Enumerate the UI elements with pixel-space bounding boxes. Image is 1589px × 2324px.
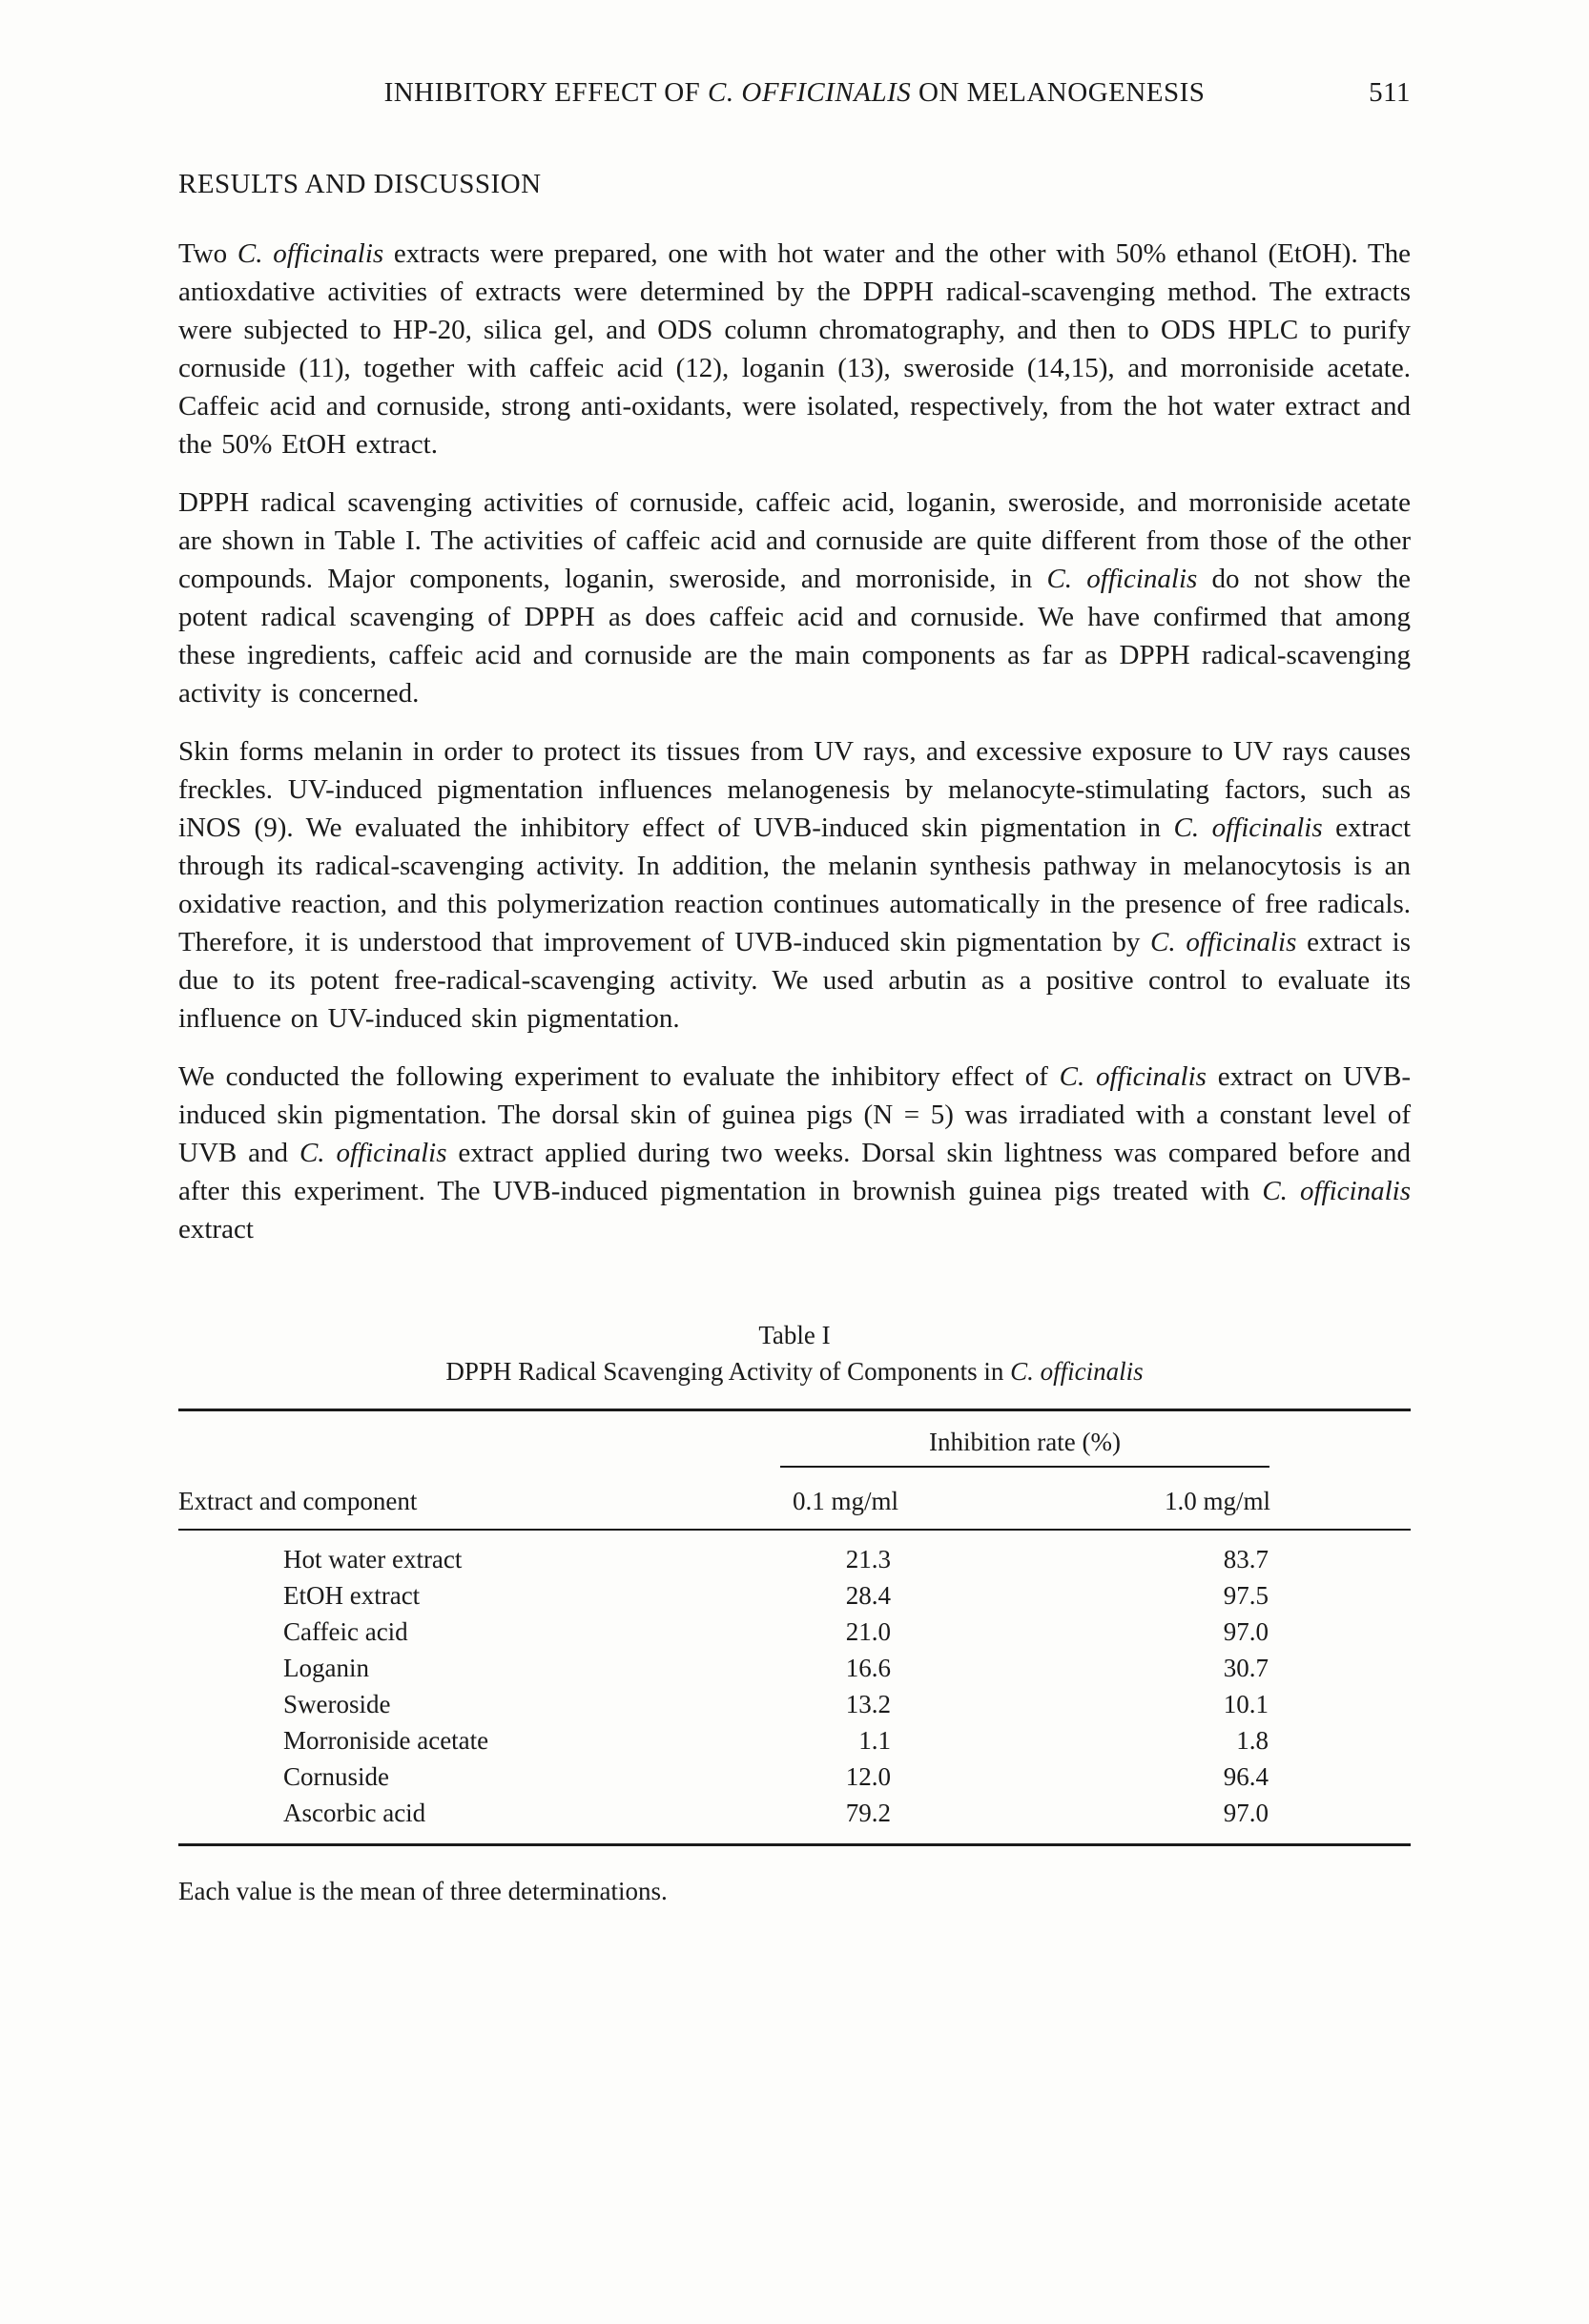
value-01mgml-cell: 21.0 (845, 1617, 891, 1646)
filler-cell (1270, 1577, 1411, 1614)
text-run: extract applied during two weeks. Dorsal skin lightness was compared before and after this experiment. The UVB-induced pigmentation in brownish guinea pigs treated with (178, 1138, 1411, 1206)
table-row (178, 1577, 1411, 1614)
filler-cell (1270, 1686, 1411, 1722)
value-01mgml-cell: 13.2 (845, 1690, 891, 1718)
text-run: DPPH radical scavenging activities of cornuside, caffeic acid, loganin, sweroside, and morroniside acetate are shown in Table I. The activities of caffeic acid and cornuside are quite different from those of the other compounds. Major components, loganin, sweroside, and morroniside, in (178, 487, 1411, 594)
table-row (178, 1722, 1411, 1758)
text-run: do not show the potent radical scavenging of DPPH as does caffeic acid and cornuside. We have confirmed that among these ingredients, caffeic acid and cornuside are the main components as far as DPPH radical-scavenging activity is concerned. (178, 564, 1412, 709)
column-header-10mgml: 1.0 mg/ml (898, 1469, 1270, 1530)
component-cell: Cornuside (283, 1762, 389, 1791)
italic-text: C. officinalis (1150, 927, 1297, 957)
italic-text: C. officinalis (237, 238, 384, 269)
value-10mgml-cell: 97.0 (1223, 1799, 1269, 1827)
paragraph-1 (178, 235, 1411, 463)
table-row (178, 1758, 1411, 1795)
value-01mgml-cell: 21.3 (845, 1545, 891, 1573)
italic-text: C. officinalis (1046, 564, 1198, 594)
text-run: extract (178, 1214, 254, 1244)
value-10mgml-cell: 96.4 (1223, 1762, 1269, 1791)
empty-cell (1270, 1469, 1411, 1530)
component-cell: Morroniside acetate (283, 1726, 489, 1755)
italic-text: C. officinalis (1262, 1176, 1411, 1206)
text-run: extract on UVB-induced skin pigmentation. The dorsal skin of guinea pigs (N = 5) was irradiated with a constant level of UVB and (178, 1061, 1411, 1168)
group-header-cell (655, 1410, 1270, 1470)
group-header-label: Inhibition rate (%) (780, 1427, 1269, 1468)
empty-cell (1270, 1410, 1411, 1470)
filler-cell (1270, 1758, 1411, 1795)
filler-cell (1270, 1722, 1411, 1758)
paragraph-2 (178, 483, 1411, 712)
running-head-title (384, 77, 1206, 108)
italic-text: C. officinalis (1173, 812, 1323, 843)
value-10mgml-cell: 97.0 (1223, 1617, 1269, 1646)
running-head (178, 74, 1411, 111)
column-header-01mgml: 0.1 mg/ml (655, 1469, 898, 1530)
table-body (178, 1530, 1411, 1845)
filler-cell (1270, 1530, 1411, 1577)
column-header-component: Extract and component (178, 1469, 655, 1530)
value-10mgml-cell: 10.1 (1223, 1690, 1269, 1718)
value-01mgml-cell: 1.1 (858, 1726, 891, 1755)
table-footnote: Each value is the mean of three determinations. (178, 1877, 668, 1905)
page-number: 511 (1369, 77, 1411, 108)
table-title: Table I (758, 1321, 831, 1349)
table-row (178, 1795, 1411, 1845)
component-cell: Caffeic acid (283, 1617, 408, 1646)
value-01mgml-cell: 79.2 (845, 1799, 891, 1827)
value-10mgml-cell: 1.8 (1236, 1726, 1269, 1755)
component-cell: Ascorbic acid (283, 1799, 426, 1827)
text-run: Two (178, 238, 237, 269)
text-run: We conducted the following experiment to evaluate the inhibitory effect of (178, 1061, 1060, 1092)
dpph-table (178, 1409, 1411, 1846)
text-run: ON MELANOGENESIS (911, 77, 1206, 108)
table-column-header-row (178, 1469, 1411, 1530)
filler-cell (1270, 1650, 1411, 1686)
value-01mgml-cell: 16.6 (845, 1654, 891, 1682)
filler-cell (1270, 1614, 1411, 1650)
section-heading: RESULTS AND DISCUSSION (178, 169, 542, 199)
table-row (178, 1686, 1411, 1722)
text-run: extract through its radical-scavenging activity. In addition, the melanin synthesis pathway in melanocytosis is an oxidative reaction, and this polymerization reaction continues automatically in the presence of free radicals. Therefore, it is understood that improvement of UVB-induced skin pigmentation by (178, 812, 1411, 957)
text-run: extract is due to its potent free-radical-scavenging activity. We used arbutin as a positive control to evaluate its influence on UV-induced skin pigmentation. (178, 927, 1412, 1034)
table-group-header-row (178, 1410, 1411, 1470)
paragraph-3 (178, 732, 1411, 1038)
component-cell: Sweroside (283, 1690, 391, 1718)
value-10mgml-cell: 97.5 (1223, 1581, 1269, 1610)
value-01mgml-cell: 12.0 (845, 1762, 891, 1791)
value-10mgml-cell: 30.7 (1223, 1654, 1269, 1682)
text-run: Skin forms melanin in order to protect its tissues from UV rays, and excessive exposure to UV rays causes freckles. UV-induced pigmentation influences melanogenesis by melanocyte-stimulating factors, such as iNOS (9). We evaluated the inhibitory effect of UVB-induced skin pigmentation in (178, 736, 1411, 843)
text-run: INHIBITORY EFFECT OF (383, 77, 709, 108)
value-01mgml-cell: 28.4 (845, 1581, 891, 1610)
text-run: extracts were prepared, one with hot water and the other with 50% ethanol (EtOH). The antioxdative activities of extracts were determined by the DPPH radical-scavenging method. The extracts were subjected to HP-20, silica gel, and ODS column chromatography, and then to ODS HPLC to purify cornuside (11), together with caffeic acid (12), loganin (13), sweroside (14,15), and morroniside acetate. Caffeic acid and cornuside, strong anti-oxidants, were isolated, respectively, from the hot water extract and the 50% EtOH extract. (178, 238, 1411, 460)
italic-text: C. officinalis (1059, 1061, 1207, 1092)
table-row (178, 1614, 1411, 1650)
italic-text: C. officinalis (299, 1138, 447, 1168)
table-row (178, 1650, 1411, 1686)
empty-cell (178, 1410, 655, 1470)
component-cell: Loganin (283, 1654, 369, 1682)
italic-text: C. OFFICINALIS (708, 77, 912, 108)
text-run: DPPH Radical Scavenging Activity of Components in (445, 1357, 1011, 1386)
component-cell: Hot water extract (283, 1545, 463, 1573)
paragraph-4 (178, 1058, 1411, 1248)
filler-cell (1270, 1795, 1411, 1845)
table-row (178, 1530, 1411, 1577)
component-cell: EtOH extract (283, 1581, 421, 1610)
table-subtitle (178, 1355, 1411, 1388)
table-block (178, 1319, 1411, 1907)
value-10mgml-cell: 83.7 (1223, 1545, 1269, 1573)
italic-text: C. officinalis (1010, 1357, 1144, 1386)
